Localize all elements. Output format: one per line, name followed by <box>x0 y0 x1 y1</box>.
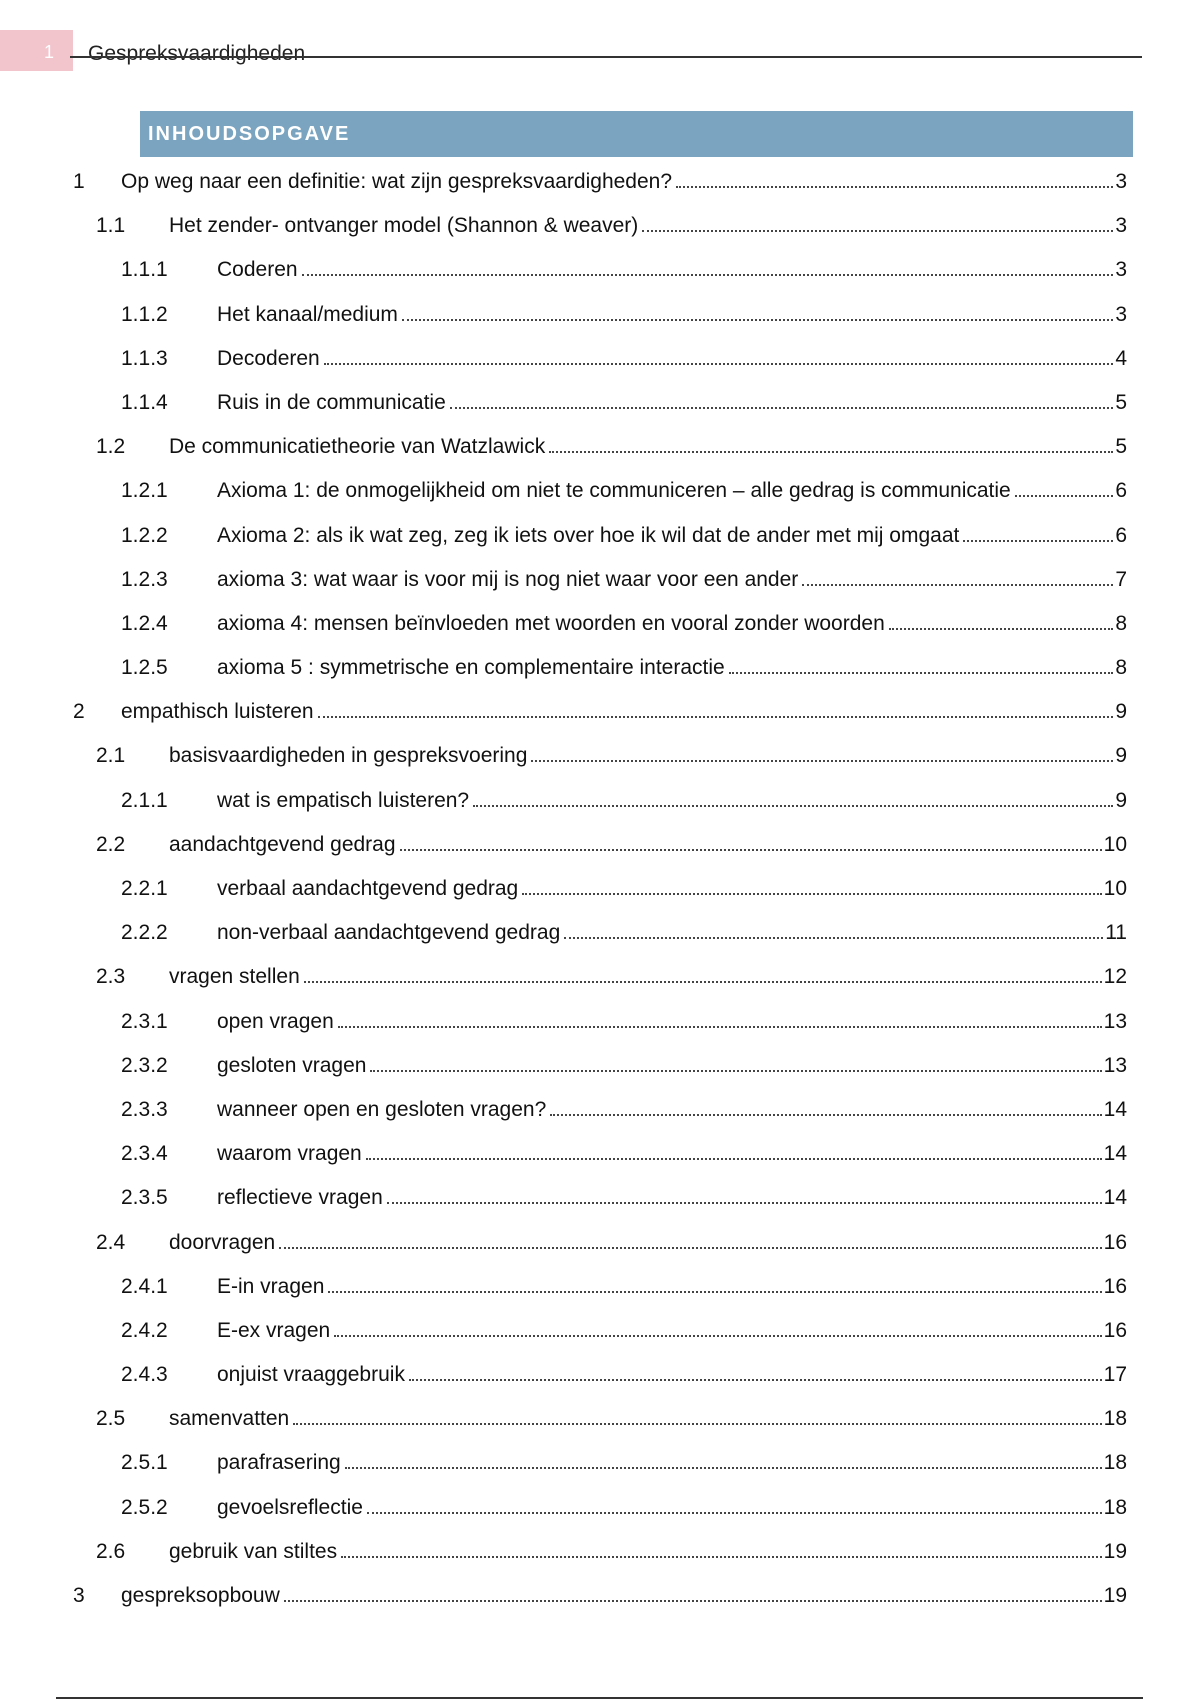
toc-entry-line <box>169 744 1127 768</box>
toc-entry-number: 2.3 <box>96 965 126 989</box>
toc-entry-line <box>217 656 1127 680</box>
dot-leader <box>729 672 1114 674</box>
dot-leader <box>802 584 1113 586</box>
toc-entry[interactable] <box>0 469 1200 513</box>
dot-leader <box>409 1379 1102 1381</box>
toc-entry[interactable] <box>0 425 1200 469</box>
toc-entry-title[interactable]: open vragen <box>217 1009 334 1033</box>
toc-entry-page: 16 <box>1103 1230 1127 1254</box>
toc-entry-title[interactable]: E-in vragen <box>217 1274 325 1298</box>
toc-entry-line <box>217 391 1127 415</box>
toc-entry-line <box>217 1142 1127 1166</box>
dot-leader <box>473 805 1113 807</box>
toc-heading: INHOUDSOPGAVE <box>140 111 1133 157</box>
toc-entry-page: 17 <box>1103 1363 1127 1387</box>
running-header-title: Gespreksvaardigheden <box>88 42 306 65</box>
toc-entry-line <box>169 1540 1127 1564</box>
dot-leader <box>564 937 1103 939</box>
toc-entry-title[interactable]: parafrasering <box>217 1451 341 1475</box>
toc-entry-title[interactable]: axioma 4: mensen beïnvloeden met woorden en vooral zonder woorden <box>217 611 885 635</box>
toc-entry-line <box>217 1319 1127 1343</box>
toc-entry-page: 8 <box>1115 611 1127 635</box>
toc-entry-title[interactable]: wanneer open en gesloten vragen? <box>217 1097 547 1121</box>
toc-entry-line <box>121 170 1127 194</box>
dot-leader <box>400 849 1102 851</box>
toc-entry-page: 6 <box>1115 523 1127 547</box>
toc-entry-page: 4 <box>1115 346 1127 370</box>
toc-entry-line <box>169 1407 1127 1431</box>
toc-entry-line <box>169 1231 1127 1255</box>
toc-entry-number: 2.3.4 <box>121 1142 168 1166</box>
toc-entry[interactable] <box>0 1397 1200 1441</box>
dot-leader <box>328 1291 1101 1293</box>
toc-entry-line <box>169 214 1127 238</box>
dot-leader <box>370 1070 1101 1072</box>
toc-entry-page: 18 <box>1103 1495 1127 1519</box>
header-rule <box>70 56 1142 58</box>
toc-entry[interactable] <box>0 1574 1200 1618</box>
toc-entry-number: 1.1.4 <box>121 390 168 414</box>
toc-entry-title[interactable]: basisvaardigheden in gespreksvoering <box>169 744 528 768</box>
toc-entry-page: 13 <box>1103 1053 1127 1077</box>
toc-entry-number: 2.4 <box>96 1230 126 1254</box>
footer-rule <box>56 1697 1143 1699</box>
toc-entry-title[interactable]: vragen stellen <box>169 965 300 989</box>
toc-entry-page: 14 <box>1103 1142 1127 1166</box>
toc-entry-number: 1 <box>73 170 85 193</box>
dot-leader <box>324 363 1114 365</box>
toc-entry-line <box>217 258 1127 282</box>
toc-entry-number: 2.4.2 <box>121 1318 168 1342</box>
toc-entry[interactable] <box>0 911 1200 955</box>
dot-leader <box>522 893 1101 895</box>
toc-entry-line <box>121 700 1127 724</box>
toc-entry-number: 2.4.3 <box>121 1363 168 1387</box>
toc-entry-line <box>169 833 1127 857</box>
toc-entry[interactable] <box>0 248 1200 292</box>
toc-entry[interactable] <box>0 646 1200 690</box>
toc-entry-number: 2.3.3 <box>121 1097 168 1121</box>
toc-entry[interactable] <box>0 602 1200 646</box>
toc-entry-title[interactable]: gevoelsreflectie <box>217 1495 363 1519</box>
toc-entry[interactable] <box>0 293 1200 337</box>
table-of-contents <box>0 160 1200 1618</box>
toc-entry-line <box>217 1054 1127 1078</box>
toc-entry-page: 19 <box>1103 1539 1127 1563</box>
dot-leader <box>550 1114 1101 1116</box>
dot-leader <box>293 1423 1101 1425</box>
toc-entry-page: 6 <box>1115 479 1127 503</box>
toc-entry-page: 3 <box>1115 258 1127 282</box>
toc-entry-number: 2.3.2 <box>121 1053 168 1077</box>
toc-entry[interactable] <box>0 337 1200 381</box>
toc-entry-number: 2.1.1 <box>121 788 168 812</box>
toc-entry-number: 3 <box>73 1584 85 1607</box>
toc-entry-line <box>217 1010 1127 1034</box>
toc-entry[interactable] <box>0 779 1200 823</box>
toc-entry-title[interactable]: Coderen <box>217 258 298 282</box>
toc-entry[interactable] <box>0 1309 1200 1353</box>
toc-entry-title[interactable]: Op weg naar een definitie: wat zijn gespreksvaardigheden? <box>121 170 673 193</box>
toc-entry[interactable] <box>0 381 1200 425</box>
toc-entry-title[interactable]: wat is empatisch luisteren? <box>217 788 470 812</box>
toc-entry-number: 2.3.5 <box>121 1186 168 1210</box>
toc-entry-number: 2.2 <box>96 832 126 856</box>
toc-entry-number: 2.2.2 <box>121 921 168 945</box>
toc-entry[interactable] <box>0 1132 1200 1176</box>
dot-leader <box>284 1600 1102 1602</box>
toc-entry-title[interactable]: reflectieve vragen <box>217 1186 383 1210</box>
toc-entry[interactable] <box>0 1530 1200 1574</box>
dot-leader <box>450 407 1114 409</box>
toc-entry[interactable] <box>0 1353 1200 1397</box>
toc-entry-line <box>217 1186 1127 1210</box>
toc-entry-title[interactable]: Het kanaal/medium <box>217 302 398 326</box>
toc-entry-number: 1.2 <box>96 435 126 459</box>
dot-leader <box>304 981 1102 983</box>
toc-entry-title[interactable]: gesloten vragen <box>217 1053 367 1077</box>
toc-entry-title[interactable]: empathisch luisteren <box>121 700 314 724</box>
toc-entry-title[interactable]: Axioma 2: als ik wat zeg, zeg ik iets over hoe ik wil dat de ander met mij omgaat <box>217 523 960 547</box>
toc-entry[interactable] <box>0 823 1200 867</box>
toc-entry-title[interactable]: waarom vragen <box>217 1142 362 1166</box>
toc-entry-title[interactable]: gespreksopbouw <box>121 1584 280 1607</box>
toc-entry-title[interactable]: Ruis in de communicatie <box>217 390 446 414</box>
toc-entry-line <box>217 568 1127 592</box>
toc-entry-page: 12 <box>1103 965 1127 989</box>
toc-entry-page: 11 <box>1105 921 1127 945</box>
toc-entry[interactable] <box>0 1441 1200 1485</box>
toc-entry-page: 9 <box>1115 788 1127 812</box>
toc-entry-page: 19 <box>1103 1584 1127 1607</box>
toc-entry-number: 2.5.2 <box>121 1495 168 1519</box>
toc-entry-title[interactable]: aandachtgevend gedrag <box>169 832 396 856</box>
dot-leader <box>889 628 1114 630</box>
dot-leader <box>345 1467 1102 1469</box>
toc-entry-number: 2.6 <box>96 1539 126 1563</box>
toc-entry-number: 1.2.1 <box>121 479 168 503</box>
toc-entry-title[interactable]: non-verbaal aandachtgevend gedrag <box>217 921 561 945</box>
toc-entry-number: 2 <box>73 700 85 724</box>
dot-leader <box>318 716 1114 718</box>
toc-entry-number: 1.1 <box>96 214 126 238</box>
toc-entry[interactable] <box>0 204 1200 248</box>
toc-entry[interactable] <box>0 1088 1200 1132</box>
toc-entry-title[interactable]: gebruik van stiltes <box>169 1539 338 1563</box>
toc-entry-line <box>217 1098 1127 1122</box>
dot-leader <box>366 1158 1102 1160</box>
toc-entry-number: 1.2.3 <box>121 567 168 591</box>
toc-entry-number: 1.2.2 <box>121 523 168 547</box>
toc-entry-line <box>217 1496 1127 1520</box>
dot-leader <box>402 319 1113 321</box>
toc-entry-number: 2.1 <box>96 744 126 768</box>
toc-entry-line <box>217 524 1127 548</box>
toc-entry-title[interactable]: Decoderen <box>217 346 320 370</box>
toc-entry-title[interactable]: Het zender- ontvanger model (Shannon & weaver) <box>169 214 639 238</box>
toc-entry-page: 16 <box>1103 1274 1127 1298</box>
toc-entry-line <box>217 921 1127 945</box>
toc-entry[interactable] <box>0 1044 1200 1088</box>
toc-entry-title[interactable]: axioma 5 : symmetrische en complementaire interactie <box>217 656 725 680</box>
toc-entry[interactable] <box>0 1265 1200 1309</box>
toc-entry-number: 1.1.1 <box>121 258 168 282</box>
dot-leader <box>549 451 1113 453</box>
toc-entry-number: 1.1.3 <box>121 346 168 370</box>
toc-entry-page: 10 <box>1103 877 1127 900</box>
toc-entry-title[interactable]: axioma 3: wat waar is voor mij is nog niet waar voor een ander <box>217 567 799 591</box>
toc-entry-line <box>121 1584 1127 1608</box>
toc-entry-line <box>169 435 1127 459</box>
dot-leader <box>1015 495 1114 497</box>
toc-entry-line <box>217 789 1127 813</box>
toc-entry-title[interactable]: Axioma 1: de onmogelijkheid om niet te communiceren – alle gedrag is communicatie <box>217 479 1011 503</box>
toc-entry-page: 3 <box>1115 302 1127 326</box>
toc-entry-page: 10 <box>1103 832 1127 856</box>
toc-entry-number: 1.1.2 <box>121 302 168 326</box>
toc-entry-title[interactable]: E-ex vragen <box>217 1318 331 1342</box>
toc-entry[interactable] <box>0 1176 1200 1220</box>
toc-entry[interactable] <box>0 867 1200 911</box>
toc-entry[interactable] <box>0 160 1200 204</box>
toc-entry-line <box>217 347 1127 371</box>
toc-entry-number: 2.5.1 <box>121 1451 168 1475</box>
toc-entry-page: 3 <box>1115 214 1127 238</box>
toc-entry[interactable] <box>0 1000 1200 1044</box>
toc-entry-page: 13 <box>1103 1009 1127 1033</box>
toc-entry-page: 16 <box>1103 1318 1127 1342</box>
dot-leader <box>341 1556 1102 1558</box>
toc-entry-page: 14 <box>1103 1186 1127 1210</box>
toc-entry-line <box>217 1363 1127 1387</box>
toc-entry-number: 2.5 <box>96 1407 126 1431</box>
dot-leader <box>334 1335 1101 1337</box>
toc-entry-title[interactable]: samenvatten <box>169 1407 290 1431</box>
dot-leader <box>367 1512 1102 1514</box>
toc-entry-number: 1.2.5 <box>121 656 168 680</box>
toc-entry-title[interactable]: doorvragen <box>169 1230 276 1254</box>
toc-entry-number: 1.2.4 <box>121 611 168 635</box>
toc-entry[interactable] <box>0 514 1200 558</box>
toc-entry-number: 2.2.1 <box>121 877 168 900</box>
toc-entry-number: 2.3.1 <box>121 1009 168 1033</box>
toc-entry-page: 5 <box>1115 435 1127 459</box>
page-number-badge: 1 <box>0 30 73 71</box>
toc-entry[interactable] <box>0 734 1200 778</box>
toc-entry-page: 18 <box>1103 1451 1127 1475</box>
dot-leader <box>642 230 1113 232</box>
toc-entry-line <box>169 965 1127 989</box>
toc-entry[interactable] <box>0 1221 1200 1265</box>
dot-leader <box>279 1247 1101 1249</box>
toc-entry-title[interactable]: verbaal aandachtgevend gedrag <box>217 877 519 900</box>
toc-entry-page: 18 <box>1103 1407 1127 1431</box>
toc-entry-line <box>217 612 1127 636</box>
toc-entry-page: 14 <box>1103 1097 1127 1121</box>
toc-entry-page: 5 <box>1115 390 1127 414</box>
toc-entry[interactable] <box>0 1486 1200 1530</box>
toc-entry-number: 2.4.1 <box>121 1274 168 1298</box>
dot-leader <box>387 1202 1102 1204</box>
toc-entry[interactable] <box>0 558 1200 602</box>
toc-entry[interactable] <box>0 955 1200 999</box>
dot-leader <box>338 1026 1102 1028</box>
toc-entry-title[interactable]: De communicatietheorie van Watzlawick <box>169 435 546 459</box>
dot-leader <box>302 274 1114 276</box>
toc-entry-line <box>217 1451 1127 1475</box>
toc-entry-page: 9 <box>1115 700 1127 724</box>
toc-entry-page: 3 <box>1115 170 1127 193</box>
toc-entry-line <box>217 303 1127 327</box>
toc-entry-page: 8 <box>1115 656 1127 680</box>
toc-entry-page: 9 <box>1115 744 1127 768</box>
toc-entry-title[interactable]: onjuist vraaggebruik <box>217 1363 405 1387</box>
dot-leader <box>531 760 1113 762</box>
toc-entry-line <box>217 1275 1127 1299</box>
dot-leader <box>676 186 1113 188</box>
toc-entry[interactable] <box>0 690 1200 734</box>
toc-entry-line <box>217 479 1127 503</box>
toc-entry-line <box>217 877 1127 901</box>
toc-entry-page: 7 <box>1115 567 1127 591</box>
dot-leader <box>963 540 1113 542</box>
